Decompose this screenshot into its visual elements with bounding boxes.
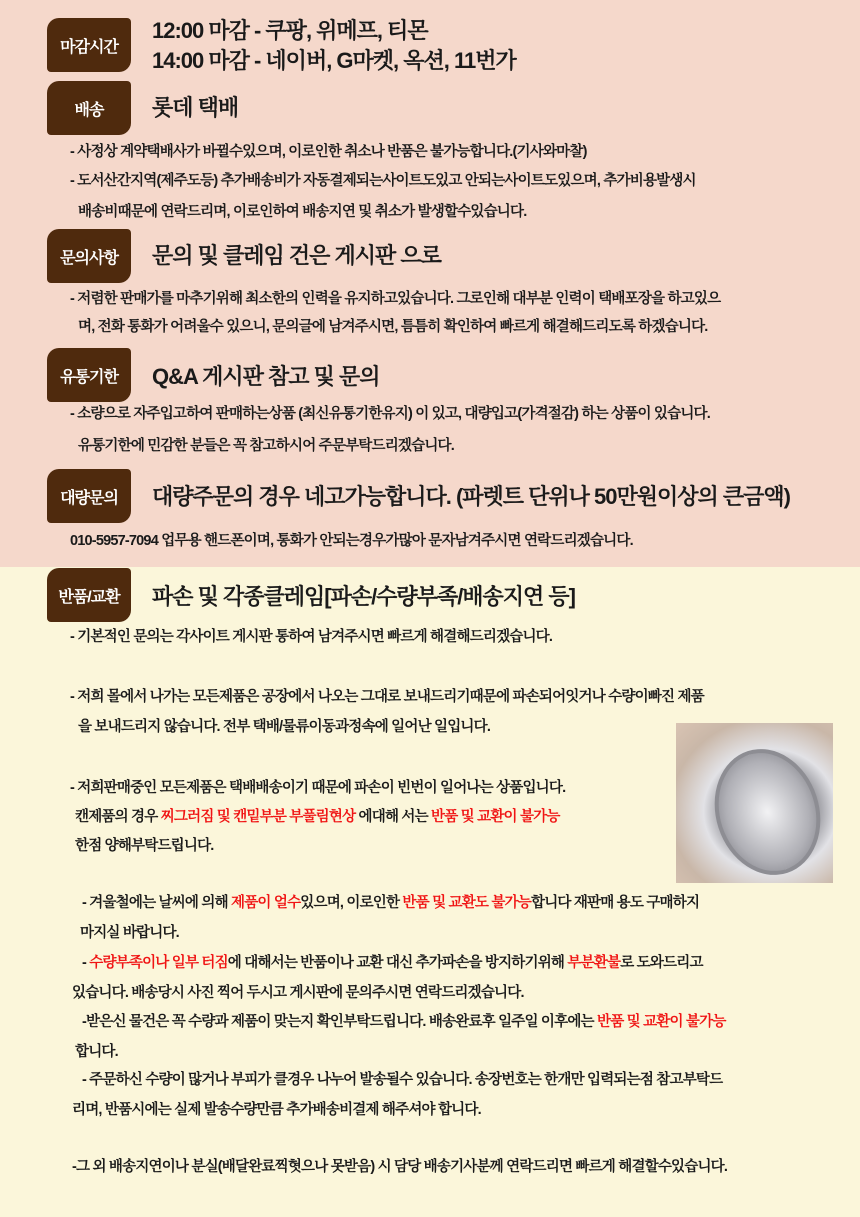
text-segment: - 사정상 계약택배사가 바뀔수있으며, 이로인한 취소나 반품은 불가능합니다.(기사와마찰) [70,144,587,160]
text-segment: -그 외 배송지연이나 분실(배달완료찍혓으나 못받음) 시 담당 배송기사분께 연락드리면 빠르게 해결할수있습니다. [72,1159,728,1175]
delivery-title: 롯데 택배 [152,95,239,120]
returns-line [75,807,560,827]
delivery-line [70,142,587,162]
bulk-title: 대량주문의 경우 네고가능합니다. (파렛트 단위나 50만원이상의 큰금액) [152,484,790,509]
text-segment: 을 보내드리지 않습니다. 전부 택배/물류이동과정속에 일어난 일입니다. [78,719,491,735]
highlight-text: 제품이 얼수 [231,895,301,911]
returns-title: 파손 및 각종클레임[파손/수량부족/배송지연 등] [152,584,576,609]
returns-line [70,687,704,707]
returns-line [82,1012,726,1032]
text-segment: 합니다. [75,1044,118,1060]
returns-line [72,1100,481,1120]
returns-line [75,1042,118,1062]
cutoff-line-1: 12:00 마감 - 쿠팡, 위메프, 티몬 [152,18,428,43]
expiry-line [70,404,710,424]
text-segment: 로 도와드리고 [620,955,703,971]
badge-bulk: 대량문의 [47,469,131,523]
can-product-photo [676,723,833,883]
text-segment: 에 대해서는 반품이나 교환 대신 추가파손을 방지하기위해 [227,955,568,971]
text-segment: - 도서산간지역(제주도등) 추가배송비가 자동결제되는사이트도있고 안되는사이트도있으며, 추가비용발생시 [70,173,696,189]
text-segment: - 기본적인 문의는 각사이트 게시판 통하여 남겨주시면 빠르게 해결해드리겠습니다. [70,629,553,645]
badge-delivery: 배송 [47,81,131,135]
text-segment: 합니다 재판매 용도 구매하지 [530,895,700,911]
text-segment: - 저렴한 판매가를 마추기위해 최소한의 인력을 유지하고있습니다. 그로인해 대부분 인력이 택배포장을 하고있으 [70,291,721,307]
returns-line [72,1157,727,1177]
returns-line [75,836,214,856]
bulk-line [70,531,633,551]
text-segment: - 주문하신 수량이 많거나 부피가 클경우 나누어 발송될수 있습니다. 송장번호는 한개만 입력되는점 참고부탁드 [82,1072,723,1088]
returns-line [82,893,699,913]
text-segment: - 저희판매중인 모든제품은 택배배송이기 때문에 파손이 빈번이 일어나는 상품입니다. [70,780,566,796]
expiry-line [78,436,454,456]
text-segment: 있습니다. 배송당시 사진 찍어 두시고 게시판에 문의주시면 연락드리겠습니다. [72,985,524,1001]
text-segment: - 소량으로 자주입고하여 판매하는상품 (최신유통기한유지) 이 있고, 대량입고(가격절감) 하는 상품이 있습니다. [70,406,710,422]
returns-line [70,627,552,647]
badge-inquiry: 문의사항 [47,229,131,283]
text-segment: 캔제품의 경우 [75,809,161,825]
text-segment: 며, 전화 통화가 어려울수 있으니, 문의글에 남겨주시면, 틈틈히 확인하여 빠르게 해결해드리도록 하겠습니다. [78,319,708,335]
text-segment: -받은신 물건은 꼭 수량과 제품이 맞는지 확인부탁드립니다. 배송완료후 일주일 이후에는 [82,1014,597,1030]
text-segment: 리며, 반품시에는 실제 발송수량만큼 추가배송비결제 해주셔야 합니다. [72,1102,481,1118]
returns-line [72,983,524,1003]
badge-cutoff-time: 마감시간 [47,18,131,72]
expiry-title: Q&A 게시판 참고 및 문의 [152,364,380,389]
returns-line [70,778,565,798]
highlight-text: 찌그러짐 및 캔밑부분 부풀림현상 [160,809,356,825]
text-segment: 010-5957-7094 업무용 핸드폰이며, 통화가 안되는경우가많아 문자남겨주시면 연락드리겠습니다. [70,533,633,549]
returns-line [82,1070,722,1090]
text-segment: 유통기한에 민감한 분들은 꼭 참고하시어 주문부탁드리겠습니다. [78,438,454,454]
text-segment: 에대해 서는 [355,809,432,825]
text-segment: 한점 양해부탁드립니다. [75,838,214,854]
text-segment: 마지실 바랍니다. [80,925,179,941]
can-bottom-image [699,735,837,889]
text-segment: - 겨울철에는 날씨에 의해 [82,895,232,911]
highlight-text: 부분환불 [567,955,621,971]
badge-expiry: 유통기한 [47,348,131,402]
highlight-text: 수량부족이나 일부 터짐 [89,955,228,971]
returns-line [78,717,490,737]
delivery-line [78,202,526,222]
cutoff-line-2: 14:00 마감 - 네이버, G마켓, 옥션, 11번가 [152,48,516,73]
highlight-text: 반품 및 교환도 불가능 [402,895,531,911]
delivery-line [70,171,696,191]
inquiry-line [78,317,708,337]
text-segment: - 저희 몰에서 나가는 모든제품은 공장에서 나오는 그대로 보내드리기때문에 파손되어잇거나 수량이빠진 제품 [70,689,704,705]
returns-line [80,923,179,943]
highlight-text: 반품 및 교환이 불가능 [597,1014,726,1030]
inquiry-title: 문의 및 클레임 건은 게시판 으로 [152,243,441,268]
inquiry-line [70,289,720,309]
text-segment: 있으며, 이로인한 [300,895,403,911]
text-segment: - [82,955,90,971]
highlight-text: 반품 및 교환이 불가능 [431,809,560,825]
badge-returns: 반품/교환 [47,568,131,622]
text-segment: 배송비때문에 연락드리며, 이로인하여 배송지연 및 취소가 발생할수있습니다. [78,204,527,220]
returns-line [82,953,703,973]
